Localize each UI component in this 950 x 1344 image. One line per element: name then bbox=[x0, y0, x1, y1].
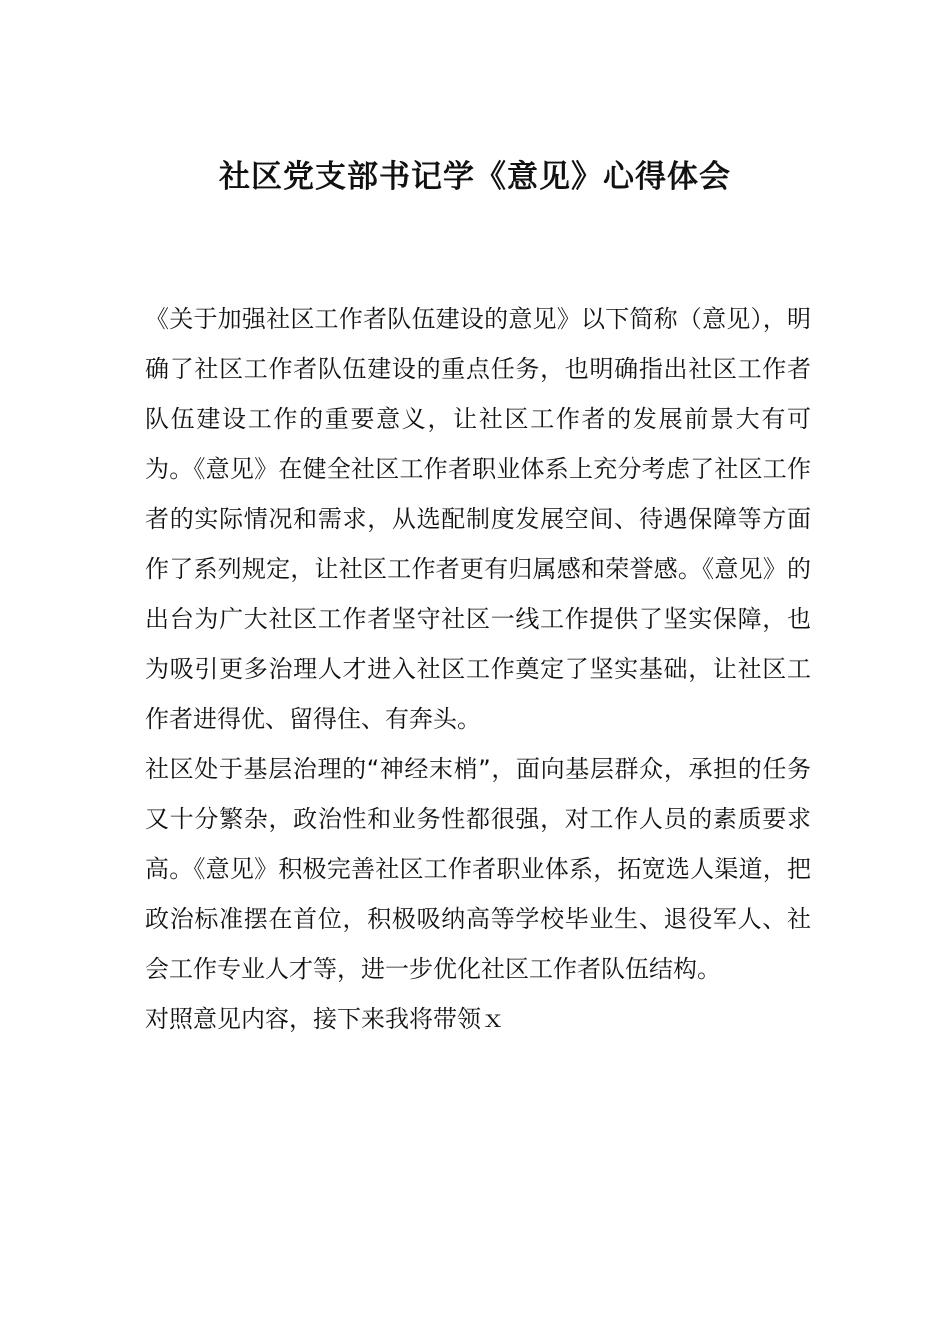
paragraph-2: 社区处于基层治理的“神经末梢”，面向基层群众，承担的任务又十分繁杂，政治性和业务性都很强，对工作人员的素质要求高。《意见》积极完善社区工作者职业体系，拓宽选人渠道，把政治标准摆在首位，积极吸纳高等学校毕业生、退役军人、社会工作专业人才等，进一步优化社区工作者队伍结构。 bbox=[145, 755, 811, 983]
document-title: 社区党支部书记学《意见》心得体会 bbox=[219, 159, 731, 195]
paragraph-1: 《关于加强社区工作者队伍建设的意见》以下简称（意见），明确了社区工作者队伍建设的重点任务，也明确指出社区工作者队伍建设工作的重要意义，让社区工作者的发展前景大有可为。《意见》在健全社区工作者职业体系上充分考虑了社区工作者的实际情况和需求，从选配制度发展空间、待遇保障等方面作了系列规定，让社区工作者更有归属感和荣誉感。《意见》的出台为广大社区工作者坚守社区一线工作提供了坚实保障，也为吸引更多治理人才进入社区工作奠定了坚实基础，让社区工作者进得优、留得住、有奔头。 bbox=[145, 305, 811, 733]
paragraph-3: 对照意见内容，接下来我将带领ｘ bbox=[145, 1005, 505, 1033]
document-body bbox=[145, 294, 811, 1044]
